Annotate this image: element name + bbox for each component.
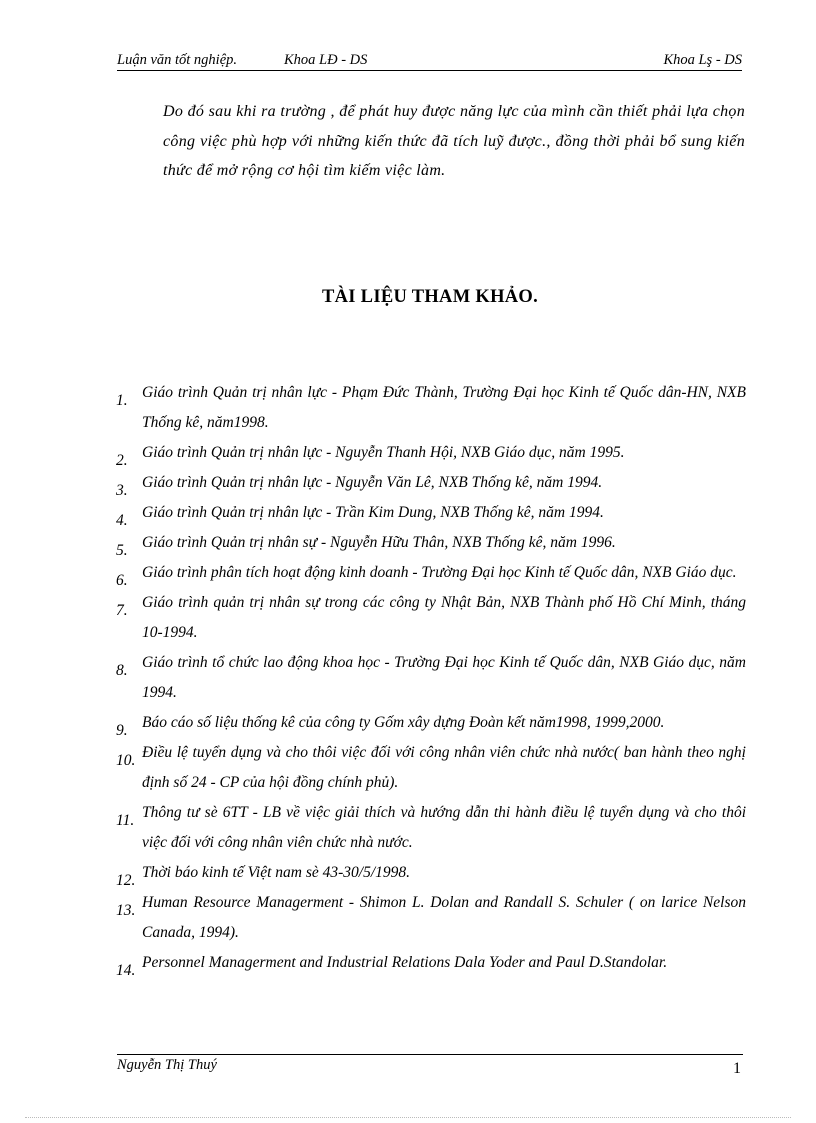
reference-item <box>116 558 746 588</box>
reference-item <box>116 588 746 648</box>
reference-item <box>116 438 746 468</box>
page-footer <box>117 1054 743 1077</box>
reference-text: Thời báo kinh tế Việt nam sè 43-30/5/1998. <box>142 864 411 881</box>
page-edge-divider <box>25 1117 791 1118</box>
reference-text: Giáo trình Quản trị nhân lực - Trần Kim Dung, NXB Thống kê, năm 1994. <box>142 504 604 521</box>
reference-item <box>116 648 746 708</box>
reference-item <box>116 798 746 858</box>
reference-item <box>116 528 746 558</box>
reference-text: Giáo trình tổ chức lao động khoa học - Trường Đại học Kinh tế Quốc dân, NXB Giáo dục, năm 1994. <box>142 654 746 701</box>
reference-text: Thông tư sè 6TT - LB về việc giải thích và hướng dẫn thi hành điều lệ tuyển dụng và cho thôi việc đối với công nhân viên chức nhà nước. <box>142 804 746 851</box>
reference-text: Personnel Managerment and Industrial Relations Dala Yoder and Paul D.Standolar. <box>142 954 668 971</box>
reference-text: Giáo trình Quản trị nhân lực - Nguyễn Văn Lê, NXB Thống kê, năm 1994. <box>142 474 603 491</box>
header-right: Khoa Lş - DS <box>663 52 742 68</box>
reference-number: 10. <box>116 752 136 769</box>
header-left: Luận văn tốt nghiệp. <box>117 52 238 68</box>
reference-text: Giáo trình Quản trị nhân lực - Nguyễn Thanh Hội, NXB Giáo dục, năm 1995. <box>142 444 625 461</box>
reference-item <box>116 708 746 738</box>
page-header <box>117 50 742 71</box>
reference-item <box>116 858 746 888</box>
references-title: TÀI LIỆU THAM KHẢO. <box>321 287 539 307</box>
reference-number: 4. <box>116 512 128 529</box>
reference-item <box>116 498 746 528</box>
reference-item <box>116 738 746 798</box>
reference-text: Điều lệ tuyển dụng và cho thôi việc đối với công nhân viên chức nhà nước( ban hành theo nghị định số 24 - CP của hội đồng chính phủ). <box>142 744 746 791</box>
reference-item <box>116 888 746 948</box>
reference-item <box>116 378 746 438</box>
reference-item <box>116 948 746 978</box>
reference-text: Giáo trình phân tích hoạt động kinh doanh - Trường Đại học Kinh tế Quốc dân, NXB Giáo dục. <box>142 564 737 581</box>
reference-number: 7. <box>116 602 128 619</box>
reference-number: 13. <box>116 902 136 919</box>
reference-text: Giáo trình quản trị nhân sự trong các công ty Nhật Bản, NXB Thành phố Hồ Chí Minh, tháng 10-1994. <box>142 594 746 641</box>
reference-number: 1. <box>116 392 128 409</box>
reference-number: 5. <box>116 542 128 559</box>
reference-text: Giáo trình Quản trị nhân lực - Phạm Đức Thành, Trường Đại học Kinh tế Quốc dân-HN, NXB Thống kê, năm1998. <box>142 384 746 431</box>
reference-text: Human Resource Managerment - Shimon L. Dolan and Randall S. Schuler ( on larice Nelson Canada, 1994). <box>142 894 746 941</box>
reference-text: Giáo trình Quản trị nhân sự - Nguyễn Hữu Thân, NXB Thống kê, năm 1996. <box>142 534 616 551</box>
footer-author: Nguyễn Thị Thuý <box>117 1057 217 1073</box>
reference-number: 3. <box>116 482 128 499</box>
reference-number: 12. <box>116 872 136 889</box>
reference-item <box>116 468 746 498</box>
page-number: 1 <box>733 1060 741 1077</box>
references-list <box>116 378 746 978</box>
reference-number: 2. <box>116 452 128 469</box>
reference-number: 6. <box>116 572 128 589</box>
reference-number: 11. <box>116 812 135 829</box>
reference-number: 9. <box>116 722 128 739</box>
reference-text: Báo cáo số liệu thống kê của công ty Gốm xây dựng Đoàn kết năm1998, 1999,2000. <box>142 714 665 731</box>
header-middle: Khoa LĐ - DS <box>284 52 368 68</box>
reference-number: 14. <box>116 962 136 979</box>
intro-paragraph: Do đó sau khi ra trường , để phát huy được năng lực của mình cần thiết phải lựa chọn công việc phù hợp với những kiến thức đã tích luỹ được., đồng thời phải bổ sung kiến thức để mở rộng cơ hội tìm kiếm việc làm. <box>163 103 745 179</box>
reference-number: 8. <box>116 662 128 679</box>
